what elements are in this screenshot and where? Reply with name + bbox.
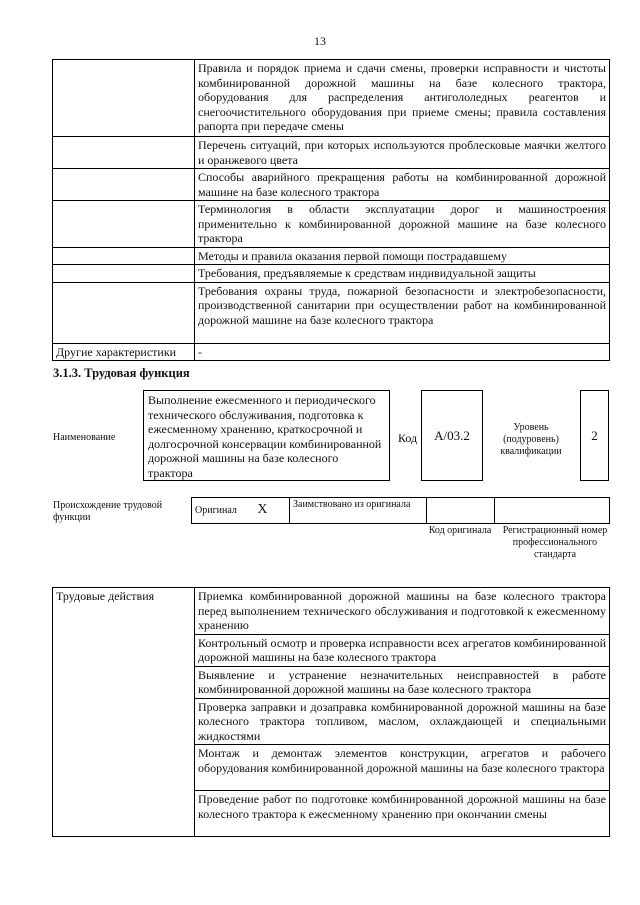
table-cell: Методы и правила оказания первой помощи пострадавшему xyxy=(195,247,610,265)
table-cell xyxy=(53,169,195,201)
table-cell xyxy=(53,265,195,283)
table-row xyxy=(53,201,610,248)
table-cell xyxy=(53,201,195,248)
table-cell: Перечень ситуаций, при которых используются проблесковые маячки желтого и оранжевого цвета xyxy=(195,137,610,169)
table-cell: Проведение работ по подготовке комбинированной дорожной машины на базе колесного трактора к ежесменному хранению при окончании смены xyxy=(195,791,610,837)
table-row xyxy=(53,247,610,265)
registration-number-cell xyxy=(495,498,610,524)
other-characteristics-value: - xyxy=(195,343,610,361)
function-name: Выполнение ежесменного и периодического технического обслуживания, подготовка к ежесменному хранению, краткосрочной и долгосрочной консервации комбинированной дорожной машины на базе колесного трактора xyxy=(148,393,382,480)
level-label-text: Уровень (подуровень) квалификации xyxy=(500,422,562,457)
table-cell: Требования, предъявляемые к средствам индивидуальной защиты xyxy=(195,265,610,283)
table-row xyxy=(53,343,610,361)
table-cell: Контрольный осмотр и проверка исправности всех агрегатов комбинированной дорожной машины на базе колесного трактора xyxy=(195,634,610,666)
table-cell: Монтаж и демонтаж элементов конструкции, агрегатов и рабочего оборудования комбинированной дорожной машины на базе колесного трактора xyxy=(195,745,610,791)
table-cell xyxy=(53,247,195,265)
table-cell xyxy=(53,137,195,169)
table-row xyxy=(53,60,610,137)
function-name-box xyxy=(143,390,390,481)
borrowed-cell xyxy=(290,498,427,524)
knowledge-table xyxy=(52,59,610,361)
original-label: Оригинал xyxy=(195,505,237,516)
table-cell xyxy=(53,282,195,343)
table-row xyxy=(53,588,610,635)
code-original-caption: Код оригинала xyxy=(428,525,492,536)
table-row xyxy=(53,169,610,201)
original-mark: X xyxy=(257,502,268,517)
table-cell xyxy=(53,60,195,137)
code-original-cell xyxy=(427,498,495,524)
borrowed-label: Заимствовано из оригинала xyxy=(293,499,411,510)
table-cell: Способы аварийного прекращения работы на комбинированной дорожной машине на базе колесного трактора xyxy=(195,169,610,201)
table-cell: Терминология в области эксплуатации дорог и машиностроения применительно к комбинированной дорожной машине на базе колесного трактора xyxy=(195,201,610,248)
table-row xyxy=(53,265,610,283)
origin-table xyxy=(191,497,610,524)
level-value: 2 xyxy=(591,427,598,443)
registration-caption: Регистрационный номер профессионального стандарта xyxy=(502,525,608,560)
page-number: 13 xyxy=(314,34,326,48)
name-label: Наименование xyxy=(53,432,116,443)
labor-actions-label: Трудовые действия xyxy=(53,588,195,837)
table-row xyxy=(53,282,610,343)
level-label xyxy=(490,420,572,460)
table-cell: Правила и порядок приема и сдачи смены, проверки исправности и чистоты комбинированной дорожной машины на базе колесного трактора, оборудования для распределения антигололедных реагентов и снегоочистительного оборудования при приеме смены; правила составления рапорта при передаче смены xyxy=(195,60,610,137)
labor-actions-table xyxy=(52,587,610,837)
table-cell: Приемка комбинированной дорожной машины на базе колесного трактора перед выполнением технического обслуживания и подготовкой к ежесменному хранению xyxy=(195,588,610,635)
table-cell: Требования охраны труда, пожарной безопасности и электробезопасности, производственной санитарии при осуществлении работ на комбинированной дорожной машине на базе колесного трактора xyxy=(195,282,610,343)
table-cell: Проверка заправки и дозаправка комбинированной дорожной машины на базе колесного трактора топливом, маслом, охлаждающей и специальными жидкостями xyxy=(195,698,610,745)
function-code: A/03.2 xyxy=(434,427,470,443)
original-cell xyxy=(192,498,290,524)
code-label: Код xyxy=(398,431,418,445)
other-characteristics-label: Другие характеристики xyxy=(53,343,195,361)
level-value-box xyxy=(580,390,609,481)
function-code-box xyxy=(421,390,483,481)
table-row xyxy=(53,137,610,169)
origin-label: Происхождение трудовой функции xyxy=(53,500,163,523)
table-cell: Выявление и устранение незначительных неисправностей в работе комбинированной дорожной машины на базе колесного трактора xyxy=(195,666,610,698)
section-title: 3.1.3. Трудовая функция xyxy=(53,366,190,380)
